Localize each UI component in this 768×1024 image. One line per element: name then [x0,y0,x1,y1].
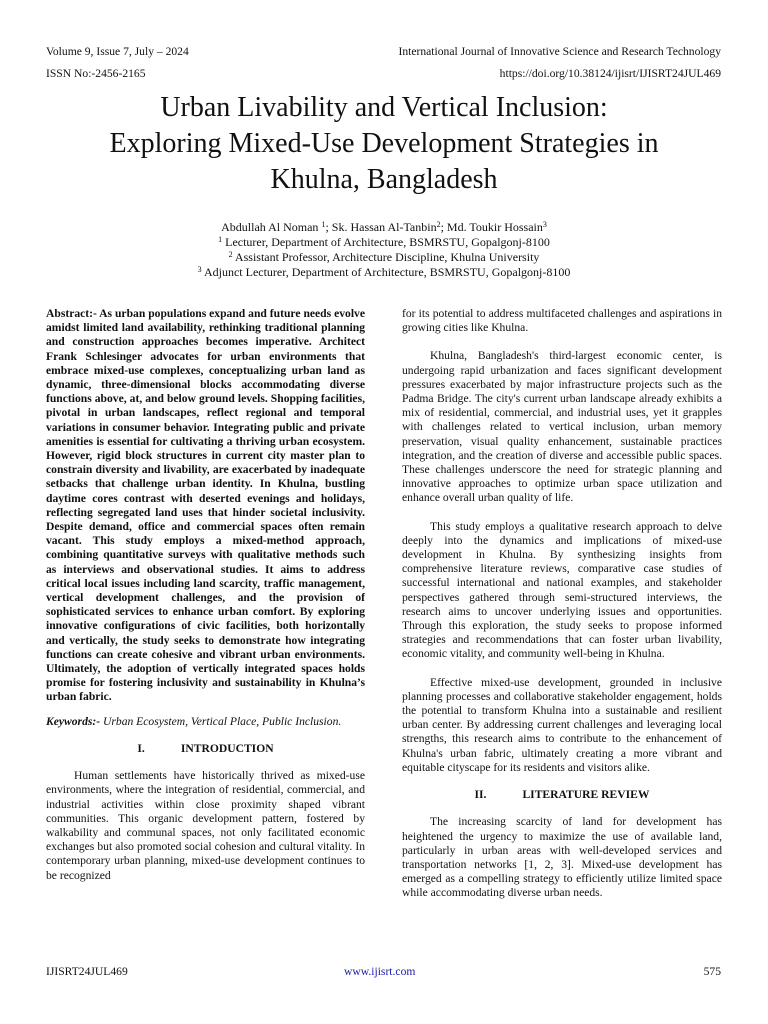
intro-paragraph-1-continued: for its potential to address multifaceted challenges and aspirations in growing cities like Khulna. [402,307,722,335]
affiliation-2 [60,250,708,265]
intro-paragraph-3: This study employs a qualitative research approach to delve deeply into the dynamics and implications of mixed-use development in Khulna. By synthesizing insights from comprehensive literature reviews, comparative case studies of successful international and national examples, and stakeholder perspectives gathered through semi-structured interviews, the research aims to uncover underlying issues and opportunities. Through this exploration, the study seeks to propose informed strategies and recommendations that can foster urban livability, economic vitality, and community well-being in Khulna. [402,519,722,661]
author-1: Abdullah Al Noman [221,220,322,234]
affiliation-1-text: Lecturer, Department of Architecture, BSMRSTU, Gopalgonj-8100 [222,235,550,249]
author-2: ; Sk. Hassan Al-Tanbin [325,220,437,234]
intro-paragraph-1: Human settlements have historically thrived as mixed-use environments, where the integration of residential, commercial, and industrial activities within close proximity shaped vibrant communities. This organic development pattern, fostered by walkability and communal spaces, not only facilitated economic exchanges but also promoted social cohesion and cultural vitality. In contemporary urban planning, mixed-use development continues to be recognized [46,769,365,882]
keywords-label: Keywords:- [46,714,101,728]
section-title: INTRODUCTION [180,741,274,755]
footer-website-link[interactable]: www.ijisrt.com [344,965,416,978]
journal-volume: Volume 9, Issue 7, July – 2024 [46,45,189,58]
section-number: I. [137,741,145,755]
doi-link[interactable]: https://doi.org/10.38124/ijisrt/IJISRT24JUL469 [499,67,721,80]
intro-paragraph-2: Khulna, Bangladesh's third-largest economic center, is undergoing rapid urbanization and faces significant development pressures exacerbated by major infrastructure projects such as the Padma Bridge. The city's current urban landscape already exhibits a mix of residential, commercial, and industrial uses, yet it grapples with challenges related to vertical inclusion, urban memory preservation, visual quality enhancement, sustainable practices integration, and the creation of diverse and accessible public spaces. These challenges underscore the need for strategic planning and innovative approaches to optimize urban space utilization and enhance overall urban quality of life. [402,349,722,505]
title-line-1: Urban Livability and Vertical Inclusion: [160,92,608,123]
affiliation-3-text: Adjunct Lecturer, Department of Architecture, BSMRSTU, Gopalgonj-8100 [201,265,571,279]
author-3-sup: 3 [542,220,547,229]
title-line-2: Exploring Mixed-Use Development Strategies in [109,128,659,159]
author-block [60,220,708,280]
right-column [402,307,722,901]
affiliation-2-sup: 2 [228,250,233,259]
journal-name: International Journal of Innovative Science and Research Technology [398,45,721,58]
title-line-3: Khulna, Bangladesh [270,164,498,195]
author-names [60,220,708,235]
keywords-text: Urban Ecosystem, Vertical Place, Public Inclusion. [100,714,342,728]
keywords [46,715,365,729]
footer-paper-code: IJISRT24JUL469 [46,965,128,978]
affiliation-2-text: Assistant Professor, Architecture Discipline, Khulna University [232,250,540,264]
author-3: ; Md. Toukir Hossain [440,220,543,234]
affiliation-1-sup: 1 [218,235,223,244]
section-title: LITERATURE REVIEW [522,788,650,802]
section-number: II. [474,788,487,802]
journal-issn: ISSN No:-2456-2165 [46,67,146,80]
left-column [46,307,365,883]
paper-title [40,90,728,198]
affiliation-3-sup: 3 [197,265,202,274]
section-heading-introduction [46,742,365,756]
literature-paragraph-1: The increasing scarcity of land for development has heightened the urgency to maximize the use of available land, particularly in urban areas with well-developed services and transportation networks [1, 2, 3]. Mixed-use development has emerged as a compelling strategy to efficiently utilize limited space while accommodating diverse urban needs. [402,815,722,900]
page-number: 575 [703,965,721,978]
abstract: Abstract:- As urban populations expand and future needs evolve amidst limited land availability, rethinking traditional planning and construction approaches becomes imperative. Architect Frank Schlesinger advocates for urban environments that embrace mixed-use complexes, conceptualizing urban land as dynamic, three-dimensional blocks accommodating diverse functions above, at, and below ground levels. Shopping facilities, pivotal in urban landscapes, reflect regional and temporal variations in consumer behavior. Integrating public and private amenities is essential for cultivating a thriving urban ecosystem. However, rigid block structures in current city master plan to constrain diversity and livability, are exacerbated by inadequate setbacks that challenge urban identity. In Khulna, bustling daytime cores contrast with deserted evenings and holidays, reflecting segregated land uses that hinder societal inclusivity. Despite demand, office and commercial spaces often remain vacant. This study employs a mixed-method approach, combining quantitative surveys with qualitative methods such as interviews and observational studies. It aims to address critical local issues including land scarcity, traffic management, vertical development challenges, and the provision of sophisticated services to enhance urban comfort. By exploring innovative configurations of civic facilities, both horizontally and vertically, the study seeks to demonstrate how integrating functions can create cohesive and vibrant urban environments. Ultimately, the adoption of vertically integrated spaces holds promise for fostering inclusivity and sustainability in Khulna’s urban fabric. [46,307,365,704]
affiliation-3 [60,265,708,280]
author-1-sup: 1 [321,220,326,229]
affiliation-1 [60,235,708,250]
section-heading-literature-review [402,788,722,802]
intro-paragraph-4: Effective mixed-use development, grounded in inclusive planning processes and collaborative stakeholder engagement, holds the potential to transform Khulna into a sustainable and resilient urban center. By addressing current challenges and leveraging local strengths, this research aims to contribute to the enhancement of Khulna's urban fabric, ultimately creating a more vibrant and equitable cityscape for its residents and visitors alike. [402,675,722,774]
author-2-sup: 2 [436,220,441,229]
